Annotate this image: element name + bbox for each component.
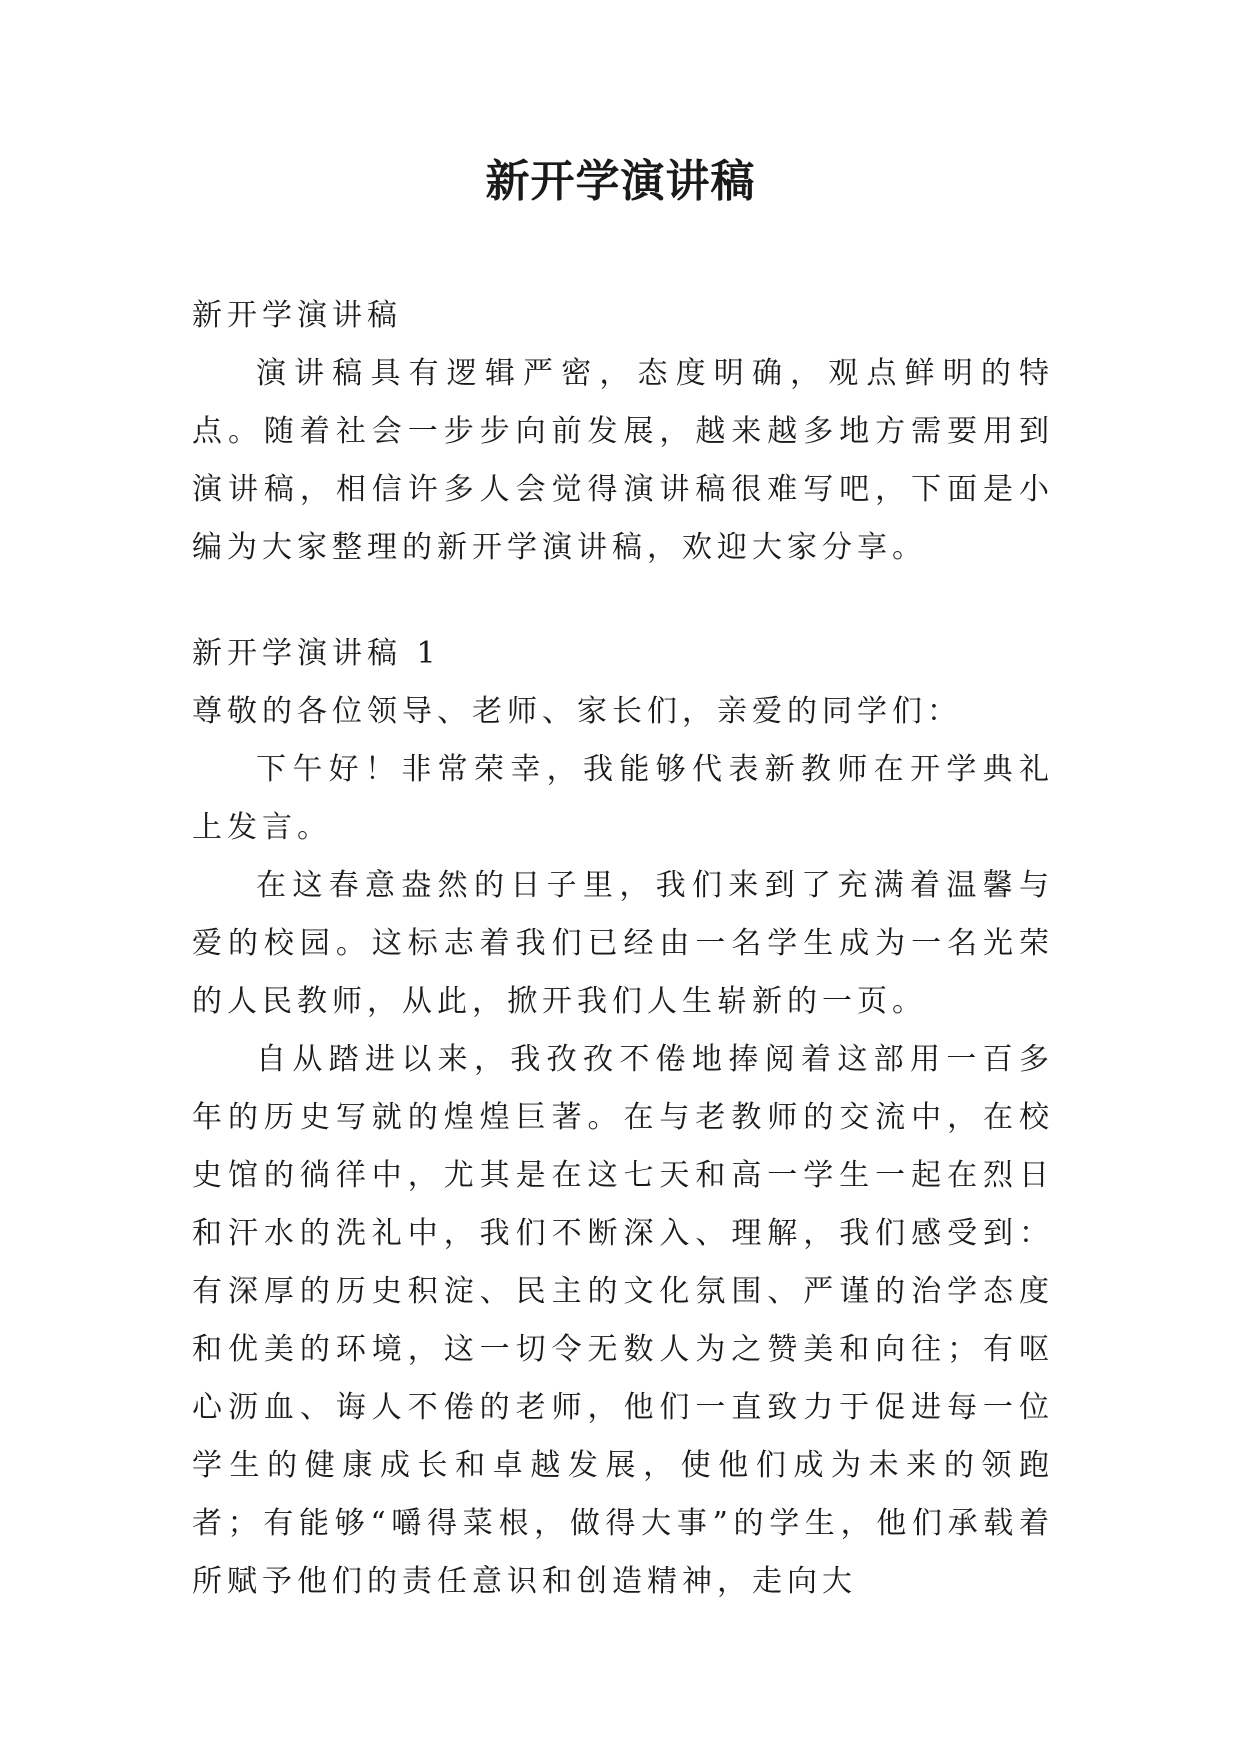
section-gap (192, 577, 1054, 625)
intro-heading: 新开学演讲稿 (192, 298, 402, 333)
document-body (192, 287, 1054, 1611)
body-paragraph: 在这春意盎然的日子里，我们来到了充满着温馨与爱的校园。这标志着我们已经由一名学生成为一名光荣的人民教师，从此，掀开我们人生崭新的一页。 (192, 868, 1054, 1019)
document-title: 新开学演讲稿 (485, 156, 756, 207)
salutation: 尊敬的各位领导、老师、家长们，亲爱的同学们： (192, 694, 962, 729)
body-paragraph: 自从踏进以来，我孜孜不倦地捧阅着这部用一百多年的历史写就的煌煌巨著。在与老教师的交流中，在校史馆的徜徉中，尤其是在这七天和高一学生一起在烈日和汗水的洗礼中，我们不断深入、理解，我们感受到：有深厚的历史积淀、民主的文化氛围、严谨的治学态度和优美的环境，这一切令无数人为之赞美和向往；有呕心沥血、诲人不倦的老师，他们一直致力于促进每一位学生的健康成长和卓越发展，使他们成为未来的领跑者；有能够“嚼得菜根，做得大事”的学生，他们承载着所赋予他们的责任意识和创造精神，走向大 (192, 1042, 1054, 1599)
body-paragraph: 下午好！非常荣幸，我能够代表新教师在开学典礼上发言。 (192, 752, 1054, 845)
section-heading: 新开学演讲稿 1 (192, 636, 441, 671)
intro-paragraph: 演讲稿具有逻辑严密，态度明确，观点鲜明的特点。随着社会一步步向前发展，越来越多地方需要用到演讲稿，相信许多人会觉得演讲稿很难写吧，下面是小编为大家整理的新开学演讲稿，欢迎大家分享。 (192, 356, 1054, 565)
